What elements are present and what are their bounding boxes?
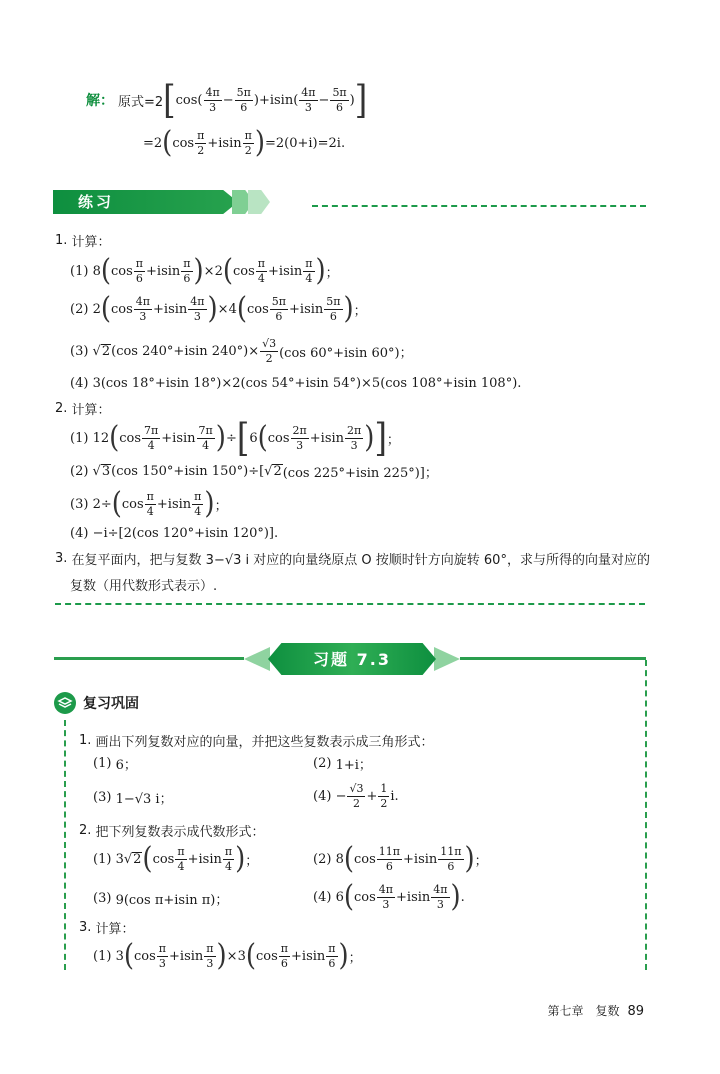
- cos-text: cos: [172, 135, 195, 151]
- math-text: 1+i；: [335, 757, 372, 773]
- practice-q3-line1: [55, 548, 650, 568]
- paren: (: [236, 291, 247, 327]
- math-text: 11π: [440, 844, 462, 858]
- math-text: −i÷[2(cos 120°+isin 120°)].: [92, 525, 279, 541]
- math-text: 4: [202, 438, 210, 452]
- math-text: cos: [354, 851, 376, 867]
- math-text: 4π: [433, 882, 448, 896]
- math-text: π: [183, 256, 191, 270]
- math-text: +isin: [161, 430, 196, 446]
- left-paren: (: [162, 125, 173, 161]
- math-text: 3: [193, 309, 201, 323]
- bracket: [: [236, 415, 250, 461]
- fraction: [157, 943, 168, 970]
- math-text: cos: [111, 263, 133, 279]
- math-text: 3: [115, 851, 124, 867]
- fraction: [345, 425, 363, 452]
- equals: =2: [143, 135, 163, 151]
- math-text: 3.: [79, 919, 92, 935]
- math-text: 2÷: [92, 496, 112, 512]
- chevron-decoration: [248, 190, 270, 214]
- math-text: +isin: [309, 430, 345, 446]
- fraction: [347, 783, 365, 810]
- math-text: π: [224, 844, 233, 858]
- math-text: 4: [147, 438, 155, 452]
- fraction: [377, 884, 395, 911]
- math-text: 3: [382, 897, 390, 911]
- math-text: (4): [70, 375, 89, 391]
- math-text: (3): [70, 496, 89, 512]
- fraction: [181, 258, 192, 285]
- close-paren: ): [349, 92, 355, 108]
- paren: ): [207, 291, 218, 327]
- math-text: (cos 240°+isin 240°)×: [111, 343, 260, 359]
- math-text: 12: [92, 430, 110, 446]
- math-text: 2: [197, 143, 205, 157]
- math-text: 7π: [144, 423, 159, 437]
- isin-text: )+isin(: [253, 92, 299, 108]
- dashed-divider: [55, 603, 645, 605]
- math-text: ×4: [217, 301, 237, 317]
- math-text: 计算：: [71, 402, 111, 418]
- paren: (: [123, 938, 134, 974]
- math-text: π: [305, 256, 313, 270]
- math-text: 复数（用代数形式表示）.: [70, 578, 218, 594]
- math-text: ×3: [226, 948, 246, 964]
- paren: (: [343, 841, 354, 877]
- fraction: [303, 258, 314, 285]
- practice-q1-p3: (3) √ 2 (cos 240°+isin 240°)× $\frac{√3}{2}$ (cos 60°+isin 60°)；: [70, 336, 413, 365]
- math-text: cos: [256, 948, 278, 964]
- math-text: 3: [296, 438, 304, 452]
- math-text: π: [197, 128, 205, 142]
- paren: ): [464, 841, 475, 877]
- math-text: 6: [328, 956, 336, 970]
- fraction: [145, 491, 156, 518]
- fraction: [256, 258, 267, 285]
- paren: (: [257, 420, 268, 456]
- math-text: 1.: [55, 232, 68, 248]
- math-text: π: [146, 489, 154, 503]
- fraction: [197, 425, 215, 452]
- math-text: π: [177, 844, 185, 858]
- radical: 2: [101, 344, 111, 359]
- fraction: [270, 296, 288, 323]
- math-text: 2π: [292, 423, 307, 437]
- fraction: [175, 846, 186, 873]
- math-text: 6: [280, 956, 288, 970]
- math-text: ；: [474, 853, 488, 869]
- paren: ): [338, 938, 349, 974]
- math-text: 4π: [205, 85, 220, 99]
- math-text: 6: [240, 100, 248, 114]
- practice-q2-head: [55, 398, 111, 418]
- fraction: [326, 943, 337, 970]
- result: =2(0+i)=2i.: [265, 135, 346, 151]
- exercise-q1-head: [79, 730, 434, 750]
- paren: ): [315, 253, 326, 289]
- math-text: 2: [244, 143, 252, 157]
- math-text: (1): [70, 430, 89, 446]
- math-text: ；: [353, 303, 367, 319]
- fraction: [188, 296, 206, 323]
- paren: (: [111, 486, 122, 522]
- math-text: 4: [194, 504, 202, 518]
- math-text: ；: [325, 265, 339, 281]
- review-heading: 复习巩固: [83, 696, 139, 712]
- math-text: 3: [304, 100, 312, 114]
- fraction: [192, 491, 203, 518]
- math-text: 6；: [115, 757, 137, 773]
- fraction: [260, 338, 278, 365]
- fraction: [134, 296, 152, 323]
- paren: ): [343, 291, 354, 327]
- paren: ): [216, 938, 227, 974]
- math-text: 2: [380, 796, 388, 810]
- paren: (: [222, 253, 233, 289]
- math-text: (1): [93, 755, 112, 771]
- math-text: 6: [135, 271, 143, 285]
- math-text: √3: [262, 336, 277, 350]
- math-text: cos: [134, 948, 156, 964]
- math-text: 1.: [79, 732, 92, 748]
- math-text: cos: [233, 263, 255, 279]
- paren: (: [142, 841, 153, 877]
- math-text: (2): [70, 301, 89, 317]
- math-text: 2π: [347, 423, 362, 437]
- math-text: (cos 60°+isin 60°)；: [279, 345, 413, 361]
- math-text: +isin: [146, 263, 181, 279]
- practice-q2-p2: (2) √ 3 (cos 150°+isin 150°)÷[ √ 2 (cos 225°+isin 225°)]；: [70, 463, 438, 481]
- paren: ): [193, 253, 204, 289]
- math-text: π: [328, 941, 336, 955]
- math-text: π: [280, 941, 289, 955]
- math-text: π: [158, 941, 167, 955]
- fraction: [223, 846, 234, 873]
- math-text: cos: [152, 851, 175, 867]
- exercise-q1-b: [313, 753, 372, 773]
- math-text: 4π: [301, 85, 316, 99]
- math-text: 4π: [190, 294, 205, 308]
- paren: (: [100, 291, 111, 327]
- minus: −: [318, 92, 330, 108]
- exercise-q1-a: [93, 753, 137, 773]
- math-text: (3): [70, 343, 89, 359]
- math-text: 6: [275, 309, 283, 323]
- math-text: 3: [115, 948, 124, 964]
- fraction: [330, 87, 348, 114]
- math-text: 3: [436, 897, 444, 911]
- page-footer: [547, 1002, 644, 1019]
- banner-line-left: [54, 657, 244, 660]
- practice-q2-p3: [70, 488, 228, 520]
- solution-lhs: 原式=2: [118, 94, 164, 110]
- solution-line-2: [143, 125, 345, 161]
- math-text: π: [257, 256, 266, 270]
- math-text: cos: [119, 430, 142, 446]
- solution-line-1: [86, 77, 368, 123]
- math-text: +isin: [153, 301, 188, 317]
- paren: ): [204, 486, 215, 522]
- fraction: [142, 425, 160, 452]
- dashed-divider: [312, 205, 646, 207]
- math-text: 3: [350, 438, 358, 452]
- banner-wing-right: [434, 647, 460, 671]
- fraction: [204, 87, 222, 114]
- math-text: +isin: [291, 948, 326, 964]
- math-text: cos: [121, 496, 144, 512]
- math-text: cos: [111, 301, 133, 317]
- fraction: [279, 943, 290, 970]
- fraction: [134, 258, 145, 285]
- math-text: (2): [313, 755, 332, 771]
- math-text: (cos 150°+isin 150°)÷[: [111, 463, 265, 479]
- exercise-q3-head: [79, 917, 135, 937]
- math-text: 3.: [55, 550, 68, 566]
- paren: (: [100, 253, 111, 289]
- fraction: [377, 846, 402, 873]
- math-text: π: [244, 128, 252, 142]
- math-text: 2: [92, 301, 101, 317]
- math-text: 4π: [135, 294, 151, 308]
- exercise-title: 习题 7.3: [313, 650, 391, 669]
- exercise-q1-d: [313, 780, 399, 812]
- left-bracket: [: [163, 77, 176, 123]
- math-text: (4): [70, 525, 89, 541]
- math-text: 5π: [236, 85, 251, 99]
- math-text: i.: [390, 788, 399, 804]
- practice-q1-p1: [70, 255, 339, 287]
- radical: 2: [133, 852, 142, 867]
- math-text: 9(cos π+isin π)；: [115, 892, 229, 908]
- math-text: (cos 225°+isin 225°)]；: [282, 465, 438, 481]
- math-text: π: [194, 489, 202, 503]
- math-text: ×2: [203, 263, 223, 279]
- paren: ): [364, 420, 375, 456]
- math-text: 把下列复数表示成代数形式：: [95, 824, 265, 840]
- bracket: ]: [374, 415, 387, 461]
- fraction: [291, 425, 309, 452]
- exercise-q1-c: [93, 787, 173, 807]
- math-text: +isin: [156, 496, 192, 512]
- paren: ): [235, 841, 246, 877]
- radical: 3: [101, 464, 111, 479]
- math-text: 2: [265, 351, 273, 365]
- paren: (: [245, 938, 256, 974]
- math-text: cos: [267, 430, 290, 446]
- cos-text: cos(: [175, 92, 203, 108]
- math-text: 3: [158, 956, 166, 970]
- math-text: 5π: [271, 294, 287, 308]
- math-text: 计算：: [95, 921, 135, 937]
- math-text: (2): [313, 851, 332, 867]
- layers-icon: [54, 692, 76, 714]
- practice-q1-p4: [70, 373, 521, 393]
- math-text: 3(cos 18°+isin 18°)×2(cos 54°+isin 54°)×5(cos 108°+isin 108°).: [92, 375, 522, 391]
- math-text: +isin: [403, 851, 438, 867]
- fraction: [299, 87, 317, 114]
- math-text: 1: [380, 781, 388, 795]
- fraction: [324, 296, 342, 323]
- fraction: [243, 130, 254, 157]
- isin-text: +isin: [207, 135, 242, 151]
- math-text: (2): [70, 463, 89, 479]
- math-text: +isin: [289, 301, 324, 317]
- exercise-q2-b: [313, 843, 488, 875]
- math-text: 8: [92, 263, 101, 279]
- math-text: (4): [313, 788, 332, 804]
- exercise-q2-c: [93, 888, 228, 908]
- math-text: 6: [329, 309, 337, 323]
- math-text: 5π: [332, 85, 347, 99]
- exercise-q3-a: [93, 940, 362, 972]
- math-text: 4: [305, 271, 313, 285]
- math-text: (1): [70, 263, 89, 279]
- practice-q2-p1: [70, 415, 400, 461]
- math-text: ÷: [225, 430, 237, 446]
- practice-q2-p4: [70, 523, 278, 543]
- dashed-border-right: [645, 660, 647, 970]
- math-text: 2.: [55, 400, 68, 416]
- practice-q1-head: [55, 230, 111, 250]
- math-text: ；: [348, 950, 362, 966]
- math-text: √3: [349, 781, 364, 795]
- math-text: +isin: [169, 948, 204, 964]
- math-text: ；: [245, 853, 259, 869]
- radical: 2: [273, 464, 282, 479]
- math-text: cos: [354, 889, 376, 905]
- fraction: [204, 943, 215, 970]
- fraction: [431, 884, 449, 911]
- practice-q3-line2: [70, 574, 217, 594]
- math-text: (1): [93, 851, 112, 867]
- paren: (: [343, 879, 354, 915]
- math-text: 6: [447, 859, 455, 873]
- math-text: (3): [93, 789, 112, 805]
- math-text: 8: [335, 851, 344, 867]
- math-text: 6: [183, 271, 191, 285]
- math-text: 7π: [198, 423, 213, 437]
- math-text: (3): [93, 890, 112, 906]
- exercise-q2-a: (1) 3 √ 2 ( cos $\frac{\pi}{4}$ +isin $\frac{\pi}{4}$ ) ；: [93, 841, 259, 877]
- math-text: 4: [257, 271, 265, 285]
- math-text: 画出下列复数对应的向量，并把这些复数表示成三角形式：: [95, 734, 434, 750]
- math-text: 2: [352, 796, 360, 810]
- math-text: 6: [336, 100, 344, 114]
- paren: ): [450, 879, 461, 915]
- math-text: 2.: [79, 822, 92, 838]
- math-text: +: [366, 788, 378, 804]
- math-text: 3: [209, 100, 217, 114]
- right-paren: ): [254, 125, 265, 161]
- math-text: .: [460, 889, 465, 905]
- math-text: 4π: [378, 882, 394, 896]
- minus: −: [222, 92, 234, 108]
- math-text: +isin: [396, 889, 431, 905]
- math-text: π: [206, 941, 214, 955]
- math-text: 6: [249, 430, 258, 446]
- paren: ): [215, 420, 226, 456]
- math-text: ；: [386, 432, 400, 448]
- page-number: 89: [627, 1004, 644, 1019]
- exercise-q2-head: [79, 820, 265, 840]
- math-text: 6: [335, 889, 344, 905]
- math-text: 4: [177, 859, 185, 873]
- solution-label: 解：: [86, 93, 114, 109]
- math-text: 11π: [378, 844, 401, 858]
- math-text: cos: [247, 301, 269, 317]
- math-text: π: [135, 256, 144, 270]
- fraction: [438, 846, 463, 873]
- dashed-border-left: [64, 720, 66, 970]
- fraction: [378, 783, 389, 810]
- math-text: ；: [214, 498, 228, 514]
- math-text: 3: [206, 956, 214, 970]
- math-text: 1−√3 i；: [115, 791, 173, 807]
- math-text: +isin: [187, 851, 222, 867]
- practice-q1-p2: [70, 293, 367, 325]
- practice-title: 练习: [78, 193, 115, 211]
- banner-wing-left: [244, 647, 270, 671]
- math-text: 3: [139, 309, 147, 323]
- math-text: 5π: [326, 294, 341, 308]
- math-text: (4): [313, 889, 332, 905]
- chapter-label: 第七章 复数: [547, 1004, 620, 1018]
- math-text: 在复平面内，把与复数 3−√3 i 对应的向量绕原点 O 按顺时针方向旋转 60°，求与所得的向量对应的: [71, 552, 650, 568]
- paren: (: [109, 420, 120, 456]
- math-text: +isin: [268, 263, 303, 279]
- math-text: (1): [93, 948, 112, 964]
- right-bracket: ]: [354, 77, 368, 123]
- fraction: [195, 130, 206, 157]
- exercise-q2-d: [313, 881, 465, 913]
- math-text: 计算：: [71, 234, 111, 250]
- banner-line-right: [460, 657, 646, 660]
- math-text: 4: [224, 859, 232, 873]
- math-text: 6: [385, 859, 393, 873]
- math-text: 4: [146, 504, 154, 518]
- math-text: −: [335, 788, 347, 804]
- fraction: [235, 87, 253, 114]
